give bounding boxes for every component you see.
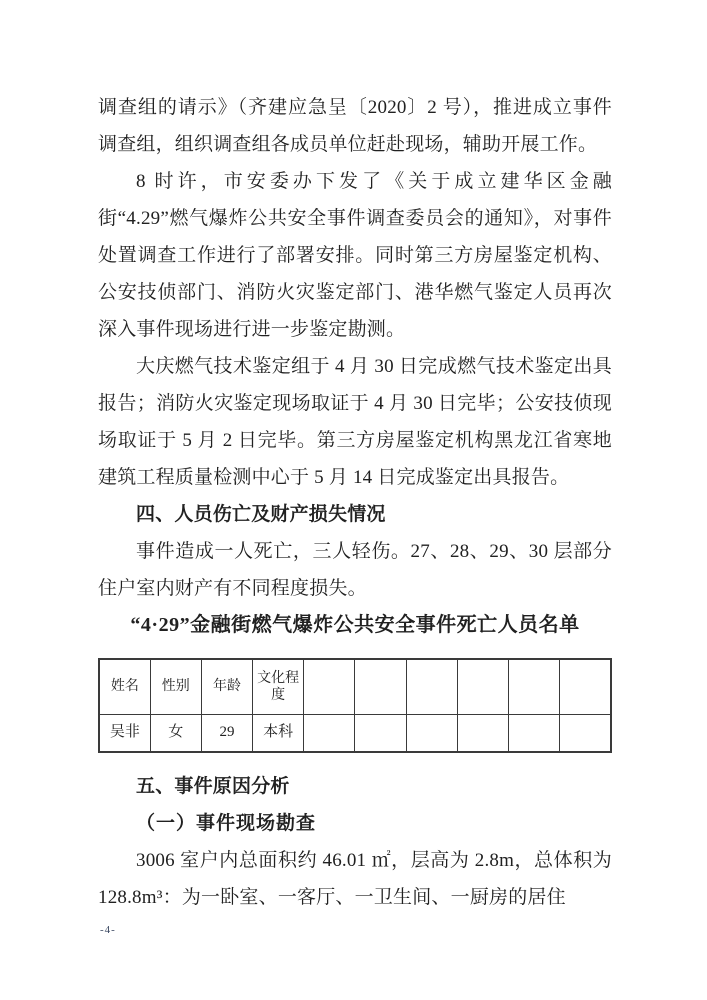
table-header-cell-education: 文化程度 [253,659,304,714]
table-header-cell-name: 姓名 [99,659,150,714]
table-cell-empty [457,714,508,752]
table-header-cell-empty [355,659,406,714]
table-header-cell-gender: 性别 [150,659,201,714]
table-cell-empty [406,714,457,752]
paragraph-scene-survey: 3006 室户内总面积约 46.01 ㎡，层高为 2.8m，总体积为 128.8m³：为一卧室、一客厅、一卫生间、一厨房的居住 [98,850,612,908]
section-five-heading: 五、事件原因分析 [136,776,290,797]
section-four-heading: 四、人员伤亡及财产损失情况 [136,504,386,525]
paragraph-notice: 8 时许，市安委办下发了《关于成立建华区金融街“4.29”燃气爆炸公共安全事件调查委员会的通知》，对事件处置调查工作进行了部署安排。同时第三方房屋鉴定机构、公安技侦部门、消防火灾鉴定部门、港华燃气鉴定人员再次深入事件现场进行进一步鉴定勘测。 [98,171,612,340]
paragraph-casualties: 事件造成一人死亡，三人轻伤。27、28、29、30 层部分住户室内财产有不同程度损失。 [98,541,612,599]
table-cell-empty [304,714,355,752]
page-number: -4- [100,924,116,936]
table-header-cell-empty [304,659,355,714]
table-cell-age: 29 [201,714,252,752]
casualty-table [98,658,612,753]
table-header-cell-empty [406,659,457,714]
casualty-table-header-row [99,659,611,714]
table-header-cell-empty [560,659,611,714]
table-header-cell-empty [457,659,508,714]
table-cell-empty [355,714,406,752]
casualty-table-data-row [99,714,611,752]
table-cell-education: 本科 [253,714,304,752]
table-cell-gender: 女 [150,714,201,752]
table-header-cell-empty [509,659,560,714]
paragraph-appraisal: 大庆燃气技术鉴定组于 4 月 30 日完成燃气技术鉴定出具报告；消防火灾鉴定现场取证于 4 月 30 日完毕；公安技侦现场取证于 5 月 2 日完毕。第三方房屋鉴定机构黑龙江省寒地建筑工程质量检测中心于 5 月 14 日完成鉴定出具报告。 [98,356,612,488]
casualty-table-title: “4·29”金融街燃气爆炸公共安全事件死亡人员名单 [130,614,580,636]
paragraph-continuation: 调查组的请示》（齐建应急呈〔2020〕2 号），推进成立事件调查组，组织调查组各成员单位赶赴现场，辅助开展工作。 [98,97,612,155]
table-cell-empty [509,714,560,752]
table-header-cell-age: 年龄 [201,659,252,714]
table-cell-empty [560,714,611,752]
document-content [98,89,612,916]
subsection-five-one-heading: （一）事件现场勘查 [136,813,317,834]
table-cell-name: 吴非 [99,714,150,752]
